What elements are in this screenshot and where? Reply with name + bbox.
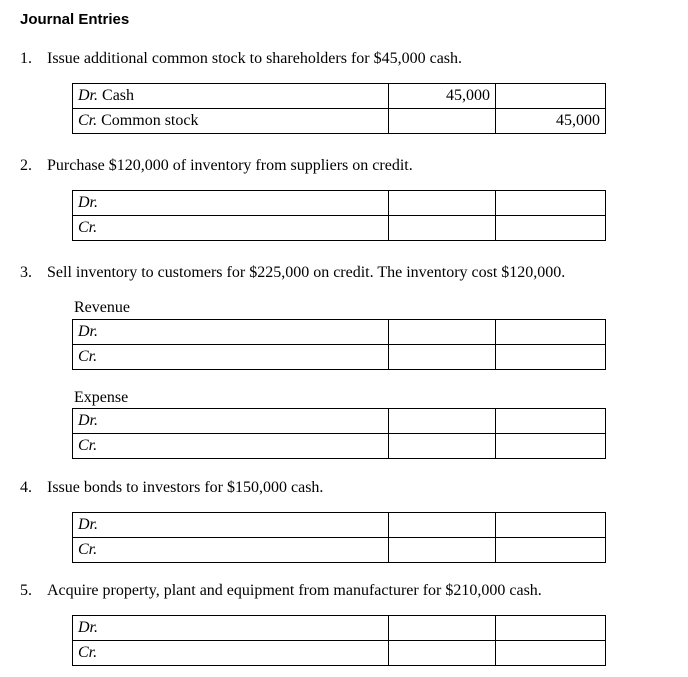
- credit-cell[interactable]: [496, 320, 606, 345]
- question-number: 2.: [20, 157, 32, 174]
- account-cell[interactable]: [73, 345, 389, 370]
- question-number: 1.: [20, 50, 32, 67]
- dr-prefix: Dr.: [78, 619, 99, 636]
- credit-cell[interactable]: [496, 191, 606, 216]
- question-number: 5.: [20, 582, 32, 599]
- question-number: 4.: [20, 479, 32, 496]
- credit-row: [73, 109, 606, 134]
- question-text: Issue bonds to investors for $150,000 cash.: [47, 479, 324, 496]
- credit-cell[interactable]: [496, 345, 606, 370]
- debit-cell[interactable]: [389, 345, 496, 370]
- journal-table-4: [72, 512, 606, 563]
- cr-prefix: Cr.: [78, 112, 98, 129]
- credit-cell[interactable]: [496, 513, 606, 538]
- cr-prefix: Cr.: [78, 541, 98, 558]
- account-cell[interactable]: [73, 616, 389, 641]
- question-3: [20, 264, 565, 282]
- cr-prefix: Cr.: [78, 437, 98, 454]
- credit-row: [73, 216, 606, 241]
- credit-cell[interactable]: [496, 84, 606, 109]
- account-cell[interactable]: [73, 538, 389, 563]
- question-1: [20, 50, 462, 68]
- account-cell[interactable]: [73, 434, 389, 459]
- question-5: [20, 582, 542, 600]
- account-cell[interactable]: [73, 641, 389, 666]
- cr-prefix: Cr.: [78, 219, 98, 236]
- credit-row: [73, 538, 606, 563]
- debit-cell[interactable]: [389, 109, 496, 134]
- credit-cell[interactable]: [496, 641, 606, 666]
- journal-table-3-revenue: [72, 319, 606, 370]
- account-cell[interactable]: [73, 513, 389, 538]
- debit-row: [73, 320, 606, 345]
- credit-cell[interactable]: [496, 616, 606, 641]
- debit-cell[interactable]: [389, 434, 496, 459]
- credit-cell[interactable]: [496, 409, 606, 434]
- account-cell[interactable]: [73, 409, 389, 434]
- cr-prefix: Cr.: [78, 348, 98, 365]
- question-text: Acquire property, plant and equipment from manufacturer for $210,000 cash.: [47, 582, 542, 599]
- journal-table-5: [72, 615, 606, 666]
- credit-cell[interactable]: [496, 538, 606, 563]
- debit-cell[interactable]: [389, 616, 496, 641]
- debit-row: [73, 513, 606, 538]
- debit-cell[interactable]: [389, 538, 496, 563]
- debit-row: [73, 616, 606, 641]
- journal-table-2: [72, 190, 606, 241]
- credit-row: [73, 345, 606, 370]
- dr-prefix: Dr.: [78, 412, 99, 429]
- debit-row: [73, 191, 606, 216]
- account-cell[interactable]: [73, 320, 389, 345]
- debit-row: [73, 409, 606, 434]
- dr-prefix: Dr.: [78, 323, 99, 340]
- account-cell[interactable]: [73, 84, 389, 109]
- question-text: Issue additional common stock to shareholders for $45,000 cash.: [47, 50, 463, 67]
- credit-row: [73, 434, 606, 459]
- account-name: Common stock: [97, 112, 199, 129]
- debit-cell[interactable]: [389, 409, 496, 434]
- journal-table-1: [72, 83, 606, 134]
- cr-prefix: Cr.: [78, 644, 98, 661]
- debit-cell[interactable]: [389, 216, 496, 241]
- credit-cell[interactable]: 45,000: [496, 109, 606, 134]
- account-name: Cash: [98, 87, 135, 104]
- debit-cell[interactable]: [389, 320, 496, 345]
- question-text: Sell inventory to customers for $225,000 on credit. The inventory cost $120,000.: [47, 264, 566, 281]
- credit-cell[interactable]: [496, 434, 606, 459]
- debit-cell[interactable]: [389, 641, 496, 666]
- debit-cell[interactable]: [389, 191, 496, 216]
- revenue-label: Revenue: [74, 299, 130, 316]
- debit-cell[interactable]: 45,000: [389, 84, 496, 109]
- question-text: Purchase $120,000 of inventory from suppliers on credit.: [47, 157, 413, 174]
- account-cell[interactable]: [73, 216, 389, 241]
- account-cell[interactable]: [73, 191, 389, 216]
- page-title: Journal Entries: [20, 11, 130, 28]
- dr-prefix: Dr.: [78, 87, 99, 104]
- credit-row: [73, 641, 606, 666]
- dr-prefix: Dr.: [78, 194, 99, 211]
- credit-cell[interactable]: [496, 216, 606, 241]
- journal-table-3-expense: [72, 408, 606, 459]
- question-4: [20, 479, 323, 497]
- debit-cell[interactable]: [389, 513, 496, 538]
- question-2: [20, 157, 413, 175]
- account-cell[interactable]: [73, 109, 389, 134]
- debit-row: [73, 84, 606, 109]
- dr-prefix: Dr.: [78, 516, 99, 533]
- expense-label: Expense: [74, 389, 129, 406]
- question-number: 3.: [20, 264, 32, 281]
